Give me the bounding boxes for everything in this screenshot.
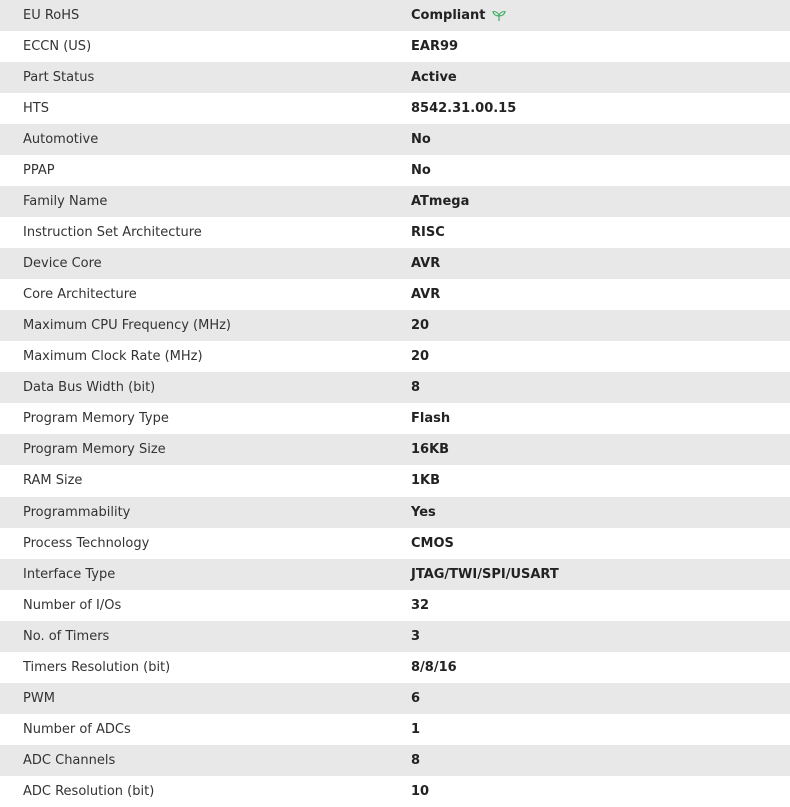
spec-label: ADC Resolution (bit)	[23, 783, 155, 799]
spec-value: Flash	[411, 411, 451, 427]
spec-row-core-architecture	[0, 279, 790, 310]
spec-row-ppap	[0, 155, 790, 186]
spec-row-family-name	[0, 186, 790, 217]
spec-row-program-memory-type	[0, 403, 790, 434]
spec-row-isa	[0, 217, 790, 248]
spec-value: CMOS	[411, 535, 454, 551]
spec-value: ATmega	[411, 194, 470, 210]
spec-row-max-clock-rate	[0, 341, 790, 372]
spec-row-number-of-adcs	[0, 714, 790, 745]
spec-row-data-bus-width	[0, 372, 790, 403]
spec-label: Process Technology	[23, 535, 150, 551]
spec-label: Instruction Set Architecture	[23, 225, 202, 241]
spec-value: 1KB	[411, 473, 441, 489]
spec-row-eccn	[0, 31, 790, 62]
spec-label: Program Memory Size	[23, 442, 166, 458]
spec-value: 3	[411, 628, 421, 644]
spec-row-automotive	[0, 124, 790, 155]
spec-row-device-core	[0, 248, 790, 279]
spec-value: 32	[411, 597, 430, 613]
spec-label: Automotive	[23, 132, 99, 148]
spec-value: 20	[411, 318, 430, 334]
spec-value-text: Compliant	[411, 8, 486, 24]
spec-label: Programmability	[23, 504, 131, 520]
spec-row-pwm	[0, 683, 790, 714]
spec-label: Family Name	[23, 194, 108, 210]
spec-row-process-technology	[0, 528, 790, 559]
spec-label: Timers Resolution (bit)	[23, 659, 171, 675]
spec-row-number-of-ios	[0, 590, 790, 621]
spec-label: Maximum CPU Frequency (MHz)	[23, 318, 231, 334]
spec-row-no-of-timers	[0, 621, 790, 652]
spec-row-adc-channels	[0, 745, 790, 776]
spec-label: Program Memory Type	[23, 411, 169, 427]
spec-value	[411, 8, 507, 23]
leaf-icon	[491, 10, 507, 22]
spec-value: AVR	[411, 256, 441, 272]
spec-value: 16KB	[411, 442, 450, 458]
spec-label: Interface Type	[23, 566, 116, 582]
spec-value: 8/8/16	[411, 659, 457, 675]
spec-row-program-memory-size	[0, 434, 790, 465]
spec-row-part-status	[0, 62, 790, 93]
spec-label: Number of I/Os	[23, 597, 122, 613]
spec-label: PWM	[23, 690, 55, 706]
spec-value: Yes	[411, 504, 436, 520]
spec-label: ECCN (US)	[23, 39, 92, 55]
spec-label: Device Core	[23, 256, 102, 272]
spec-value: EAR99	[411, 39, 459, 55]
spec-label: Number of ADCs	[23, 721, 131, 737]
spec-row-adc-resolution	[0, 776, 790, 807]
spec-value: Active	[411, 70, 457, 86]
spec-row-ram-size	[0, 465, 790, 496]
spec-label: ADC Channels	[23, 752, 116, 768]
spec-label: Core Architecture	[23, 287, 137, 303]
spec-value: 8	[411, 752, 421, 768]
spec-label: PPAP	[23, 163, 55, 179]
spec-row-hts	[0, 93, 790, 124]
spec-label: Part Status	[23, 70, 95, 86]
spec-value: JTAG/TWI/SPI/USART	[411, 566, 559, 582]
spec-row-timers-resolution	[0, 652, 790, 683]
spec-label: HTS	[23, 101, 49, 117]
spec-value: AVR	[411, 287, 441, 303]
spec-label: Data Bus Width (bit)	[23, 380, 156, 396]
spec-label: RAM Size	[23, 473, 83, 489]
spec-value: RISC	[411, 225, 445, 241]
spec-value: No	[411, 132, 431, 148]
spec-value: 10	[411, 783, 430, 799]
spec-label: No. of Timers	[23, 628, 110, 644]
spec-value: 1	[411, 721, 421, 737]
spec-value: 20	[411, 349, 430, 365]
spec-label: Maximum Clock Rate (MHz)	[23, 349, 203, 365]
spec-row-programmability	[0, 497, 790, 528]
spec-value: No	[411, 163, 431, 179]
spec-value: 6	[411, 690, 421, 706]
spec-label: EU RoHS	[23, 8, 80, 24]
spec-value: 8542.31.00.15	[411, 101, 517, 117]
spec-row-eu-rohs	[0, 0, 790, 31]
spec-row-max-cpu-frequency	[0, 310, 790, 341]
spec-value: 8	[411, 380, 421, 396]
spec-row-interface-type	[0, 559, 790, 590]
